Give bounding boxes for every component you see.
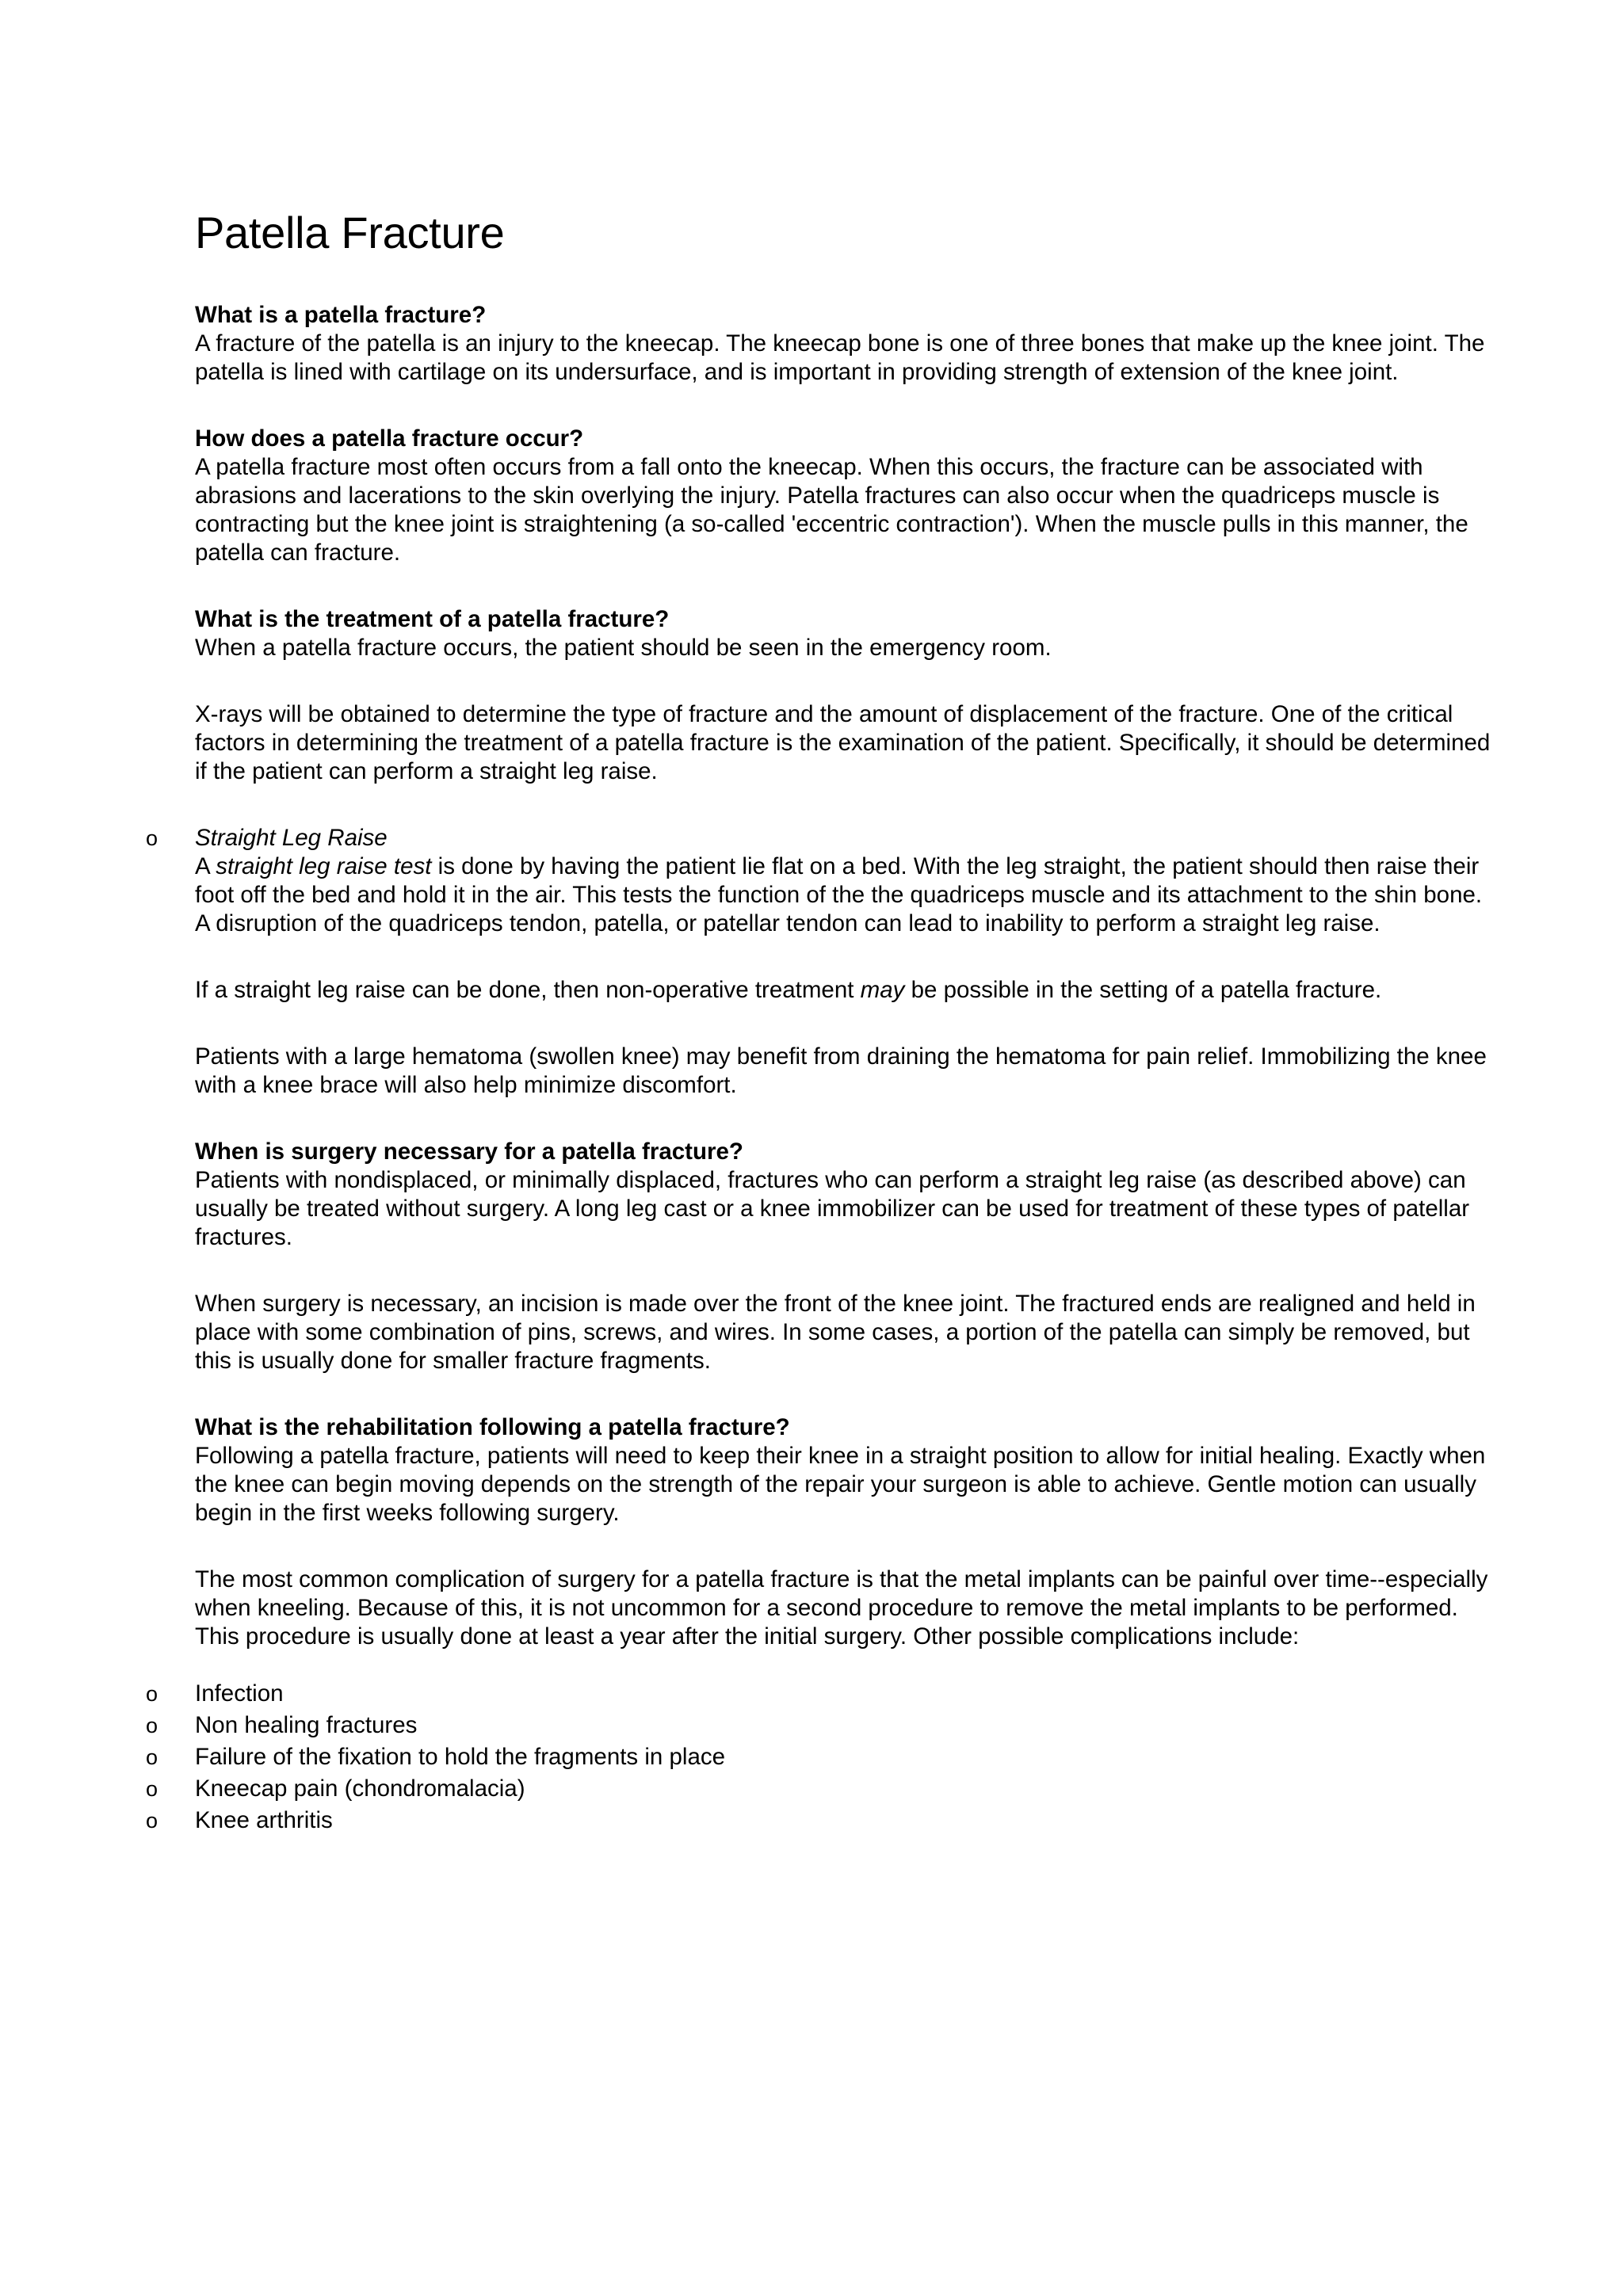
section-text: When a patella fracture occurs, the patient should be seen in the emergency room. <box>195 635 1052 661</box>
bullet-icon: o <box>146 1682 158 1706</box>
nonoperative-paragraph <box>195 976 1495 1005</box>
bullet-icon: o <box>146 1745 158 1769</box>
complications-list <box>146 1678 1495 1836</box>
bullet-icon: o <box>146 1777 158 1801</box>
xrays-paragraph: X-rays will be obtained to determine the type of fracture and the amount of displacement of the fracture. One of the critical factors in determining the treatment of a patella fracture is the examination of the patient. Specifically, it should be determined if the patient can perform a straight leg raise. <box>195 701 1491 784</box>
section-heading: When is surgery necessary for a patella fracture? <box>195 1138 743 1165</box>
straight-leg-raise-item <box>146 824 1495 938</box>
complications-paragraph: The most common complication of surgery for a patella fracture is that the metal implants can be painful over time--especially when kneeling. Because of this, it is not uncommon for a second procedure to remove the metal implants to be performed. This procedure is usually done at least a year after the initial surgery. Other possible complications include: <box>195 1566 1488 1650</box>
page-title: Patella Fracture <box>195 208 505 257</box>
section-treatment <box>195 605 1495 662</box>
list-item: o Infection <box>195 1678 1495 1710</box>
section-heading: How does a patella fracture occur? <box>195 425 584 452</box>
bullet-icon: o <box>146 826 158 850</box>
document-page <box>146 208 1495 1836</box>
nonop-text-pre: If a straight leg raise can be done, then non-operative treatment <box>195 977 861 1003</box>
section-text: A fracture of the patella is an injury to the kneecap. The kneecap bone is one of three bones that make up the knee joint. The patella is lined with cartilage on its undersurface, and is important in providing strength of extension of the knee joint. <box>195 330 1485 385</box>
list-item: o Kneecap pain (chondromalacia) <box>195 1773 1495 1805</box>
slr-text-italic: straight leg raise test <box>216 853 432 879</box>
list-item: o Failure of the fixation to hold the fragments in place <box>195 1741 1495 1773</box>
slr-heading: Straight Leg Raise <box>195 825 388 851</box>
section-text: A patella fracture most often occurs from a fall onto the kneecap. When this occurs, the fracture can be associated with abrasions and lacerations to the skin overlying the injury. Patella fractures can also occur when the quadriceps muscle is contracting but the knee joint is straightening (a so-called 'eccentric contraction'). When the muscle pulls in this manner, the patella can fracture. <box>195 454 1468 566</box>
nonop-text-post: be possible in the setting of a patella fracture. <box>904 977 1382 1003</box>
list-item: o Knee arthritis <box>195 1805 1495 1836</box>
section-heading: What is a patella fracture? <box>195 302 487 328</box>
slr-text-post: is done by having the patient lie flat on a bed. With the leg straight, the patient should then raise their foot off the bed and hold it in the air. This tests the function of the the quadriceps muscle and its attachment to the shin bone. A disruption of the quadriceps tendon, patella, or patellar tendon can lead to inability to perform a straight leg raise. <box>195 853 1483 936</box>
section-what <box>195 301 1495 387</box>
section-text: Following a patella fracture, patients will need to keep their knee in a straight position to allow for initial healing. Exactly when the knee can begin moving depends on the strength of the repair your surgeon is able to achieve. Gentle motion can usually begin in the first weeks following surgery. <box>195 1443 1486 1526</box>
slr-text-pre: A <box>195 853 216 879</box>
section-how <box>195 425 1495 567</box>
nonop-text-italic: may <box>860 977 905 1003</box>
section-surgery <box>195 1138 1495 1252</box>
surgery-procedure-paragraph: When surgery is necessary, an incision is made over the front of the knee joint. The fractured ends are realigned and held in place with some combination of pins, screws, and wires. In some cases, a portion of the patella can simply be removed, but this is usually done for smaller fracture fragments. <box>195 1291 1476 1374</box>
section-heading: What is the treatment of a patella fracture? <box>195 606 670 632</box>
list-item: o Non healing fractures <box>195 1710 1495 1741</box>
hematoma-paragraph: Patients with a large hematoma (swollen knee) may benefit from draining the hematoma for pain relief. Immobilizing the knee with a knee brace will also help minimize discomfort. <box>195 1043 1487 1098</box>
section-text: Patients with nondisplaced, or minimally displaced, fractures who can perform a straight leg raise (as described above) can usually be treated without surgery. A long leg cast or a knee immobilizer can be used for treatment of these types of patellar fractures. <box>195 1167 1470 1250</box>
section-heading: What is the rehabilitation following a patella fracture? <box>195 1414 790 1440</box>
bullet-icon: o <box>146 1809 158 1833</box>
section-rehab <box>195 1413 1495 1527</box>
bullet-icon: o <box>146 1714 158 1737</box>
